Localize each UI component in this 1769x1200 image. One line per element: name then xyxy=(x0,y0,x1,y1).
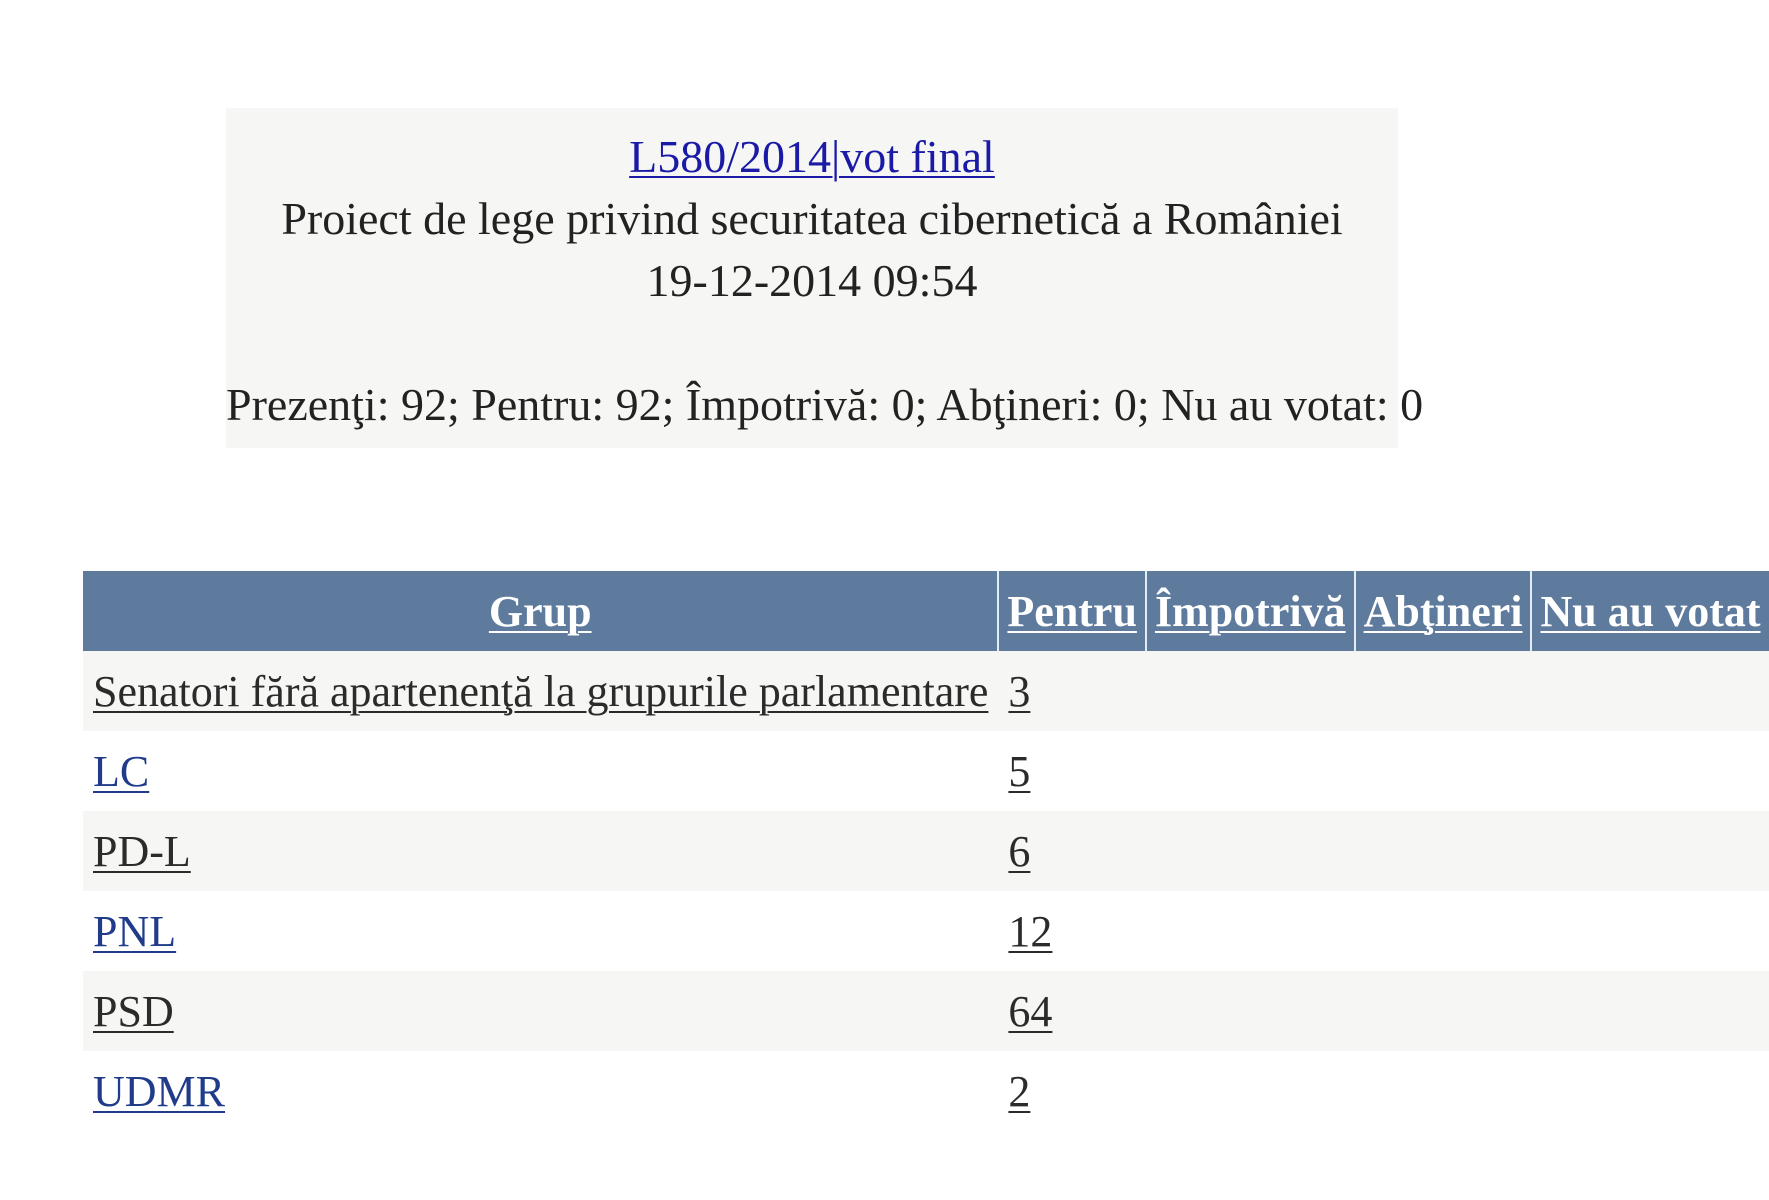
nu-au-votat-cell xyxy=(1531,1051,1768,1131)
header-nu-au-votat-label[interactable]: Nu au votat xyxy=(1540,586,1761,636)
pentru-count-link[interactable]: 5 xyxy=(1008,746,1031,796)
pentru-count-link[interactable]: 12 xyxy=(1008,906,1053,956)
abtineri-cell xyxy=(1355,651,1532,731)
nu-au-votat-cell xyxy=(1531,891,1768,971)
header-pentru[interactable] xyxy=(998,571,1146,651)
group-cell xyxy=(83,1051,998,1131)
impotriva-cell xyxy=(1146,731,1355,811)
table-header-row xyxy=(83,571,1769,651)
abtineri-cell xyxy=(1355,971,1532,1051)
abtineri-cell xyxy=(1355,891,1532,971)
pentru-cell xyxy=(998,811,1146,891)
impotriva-cell xyxy=(1146,971,1355,1051)
bill-title: Proiect de lege privind securitatea cibernetică a României xyxy=(281,193,1343,244)
pentru-count-link[interactable]: 3 xyxy=(1008,666,1031,716)
group-link[interactable]: Senatori fără apartenenţă la grupurile parlamentare xyxy=(93,666,989,716)
table-row xyxy=(83,971,1769,1051)
abtineri-cell xyxy=(1355,1051,1532,1131)
impotriva-cell xyxy=(1146,1051,1355,1131)
pentru-cell xyxy=(998,1051,1146,1131)
vote-totals: Prezenţi: 92; Pentru: 92; Împotrivă: 0; Abţineri: 0; Nu au votat: 0 xyxy=(226,379,1424,430)
table-row xyxy=(83,811,1769,891)
group-link[interactable]: UDMR xyxy=(93,1066,226,1116)
impotriva-cell xyxy=(1146,811,1355,891)
group-cell xyxy=(83,811,998,891)
group-cell xyxy=(83,651,998,731)
table-row xyxy=(83,1051,1769,1131)
pentru-count-link[interactable]: 64 xyxy=(1008,986,1053,1036)
pentru-cell xyxy=(998,651,1146,731)
summary-spacer xyxy=(226,312,1398,374)
table-row xyxy=(83,651,1769,731)
abtineri-cell xyxy=(1355,731,1532,811)
vote-summary-box xyxy=(226,108,1424,448)
table-row xyxy=(83,891,1769,971)
vote-link-line xyxy=(226,126,1398,188)
header-grup-label[interactable]: Grup xyxy=(488,586,592,636)
impotriva-cell xyxy=(1146,891,1355,971)
header-grup[interactable] xyxy=(83,571,998,651)
nu-au-votat-cell xyxy=(1531,971,1768,1051)
pentru-cell xyxy=(998,891,1146,971)
abtineri-cell xyxy=(1355,811,1532,891)
pentru-cell xyxy=(998,731,1146,811)
header-abtineri[interactable] xyxy=(1355,571,1532,651)
group-link[interactable]: LC xyxy=(93,746,150,796)
nu-au-votat-cell xyxy=(1531,731,1768,811)
group-cell xyxy=(83,971,998,1051)
impotriva-cell xyxy=(1146,651,1355,731)
group-link[interactable]: PNL xyxy=(93,906,177,956)
pentru-count-link[interactable]: 2 xyxy=(1008,1066,1031,1116)
header-nu-au-votat[interactable] xyxy=(1531,571,1768,651)
group-link[interactable]: PD-L xyxy=(93,826,191,876)
group-votes-table xyxy=(83,571,1769,1131)
pentru-count-link[interactable]: 6 xyxy=(1008,826,1031,876)
group-link[interactable]: PSD xyxy=(93,986,174,1036)
nu-au-votat-cell xyxy=(1531,651,1768,731)
nu-au-votat-cell xyxy=(1531,811,1768,891)
group-cell xyxy=(83,891,998,971)
header-impotriva[interactable] xyxy=(1146,571,1355,651)
header-impotriva-label[interactable]: Împotrivă xyxy=(1154,586,1346,636)
pentru-cell xyxy=(998,971,1146,1051)
table-row xyxy=(83,731,1769,811)
header-pentru-label[interactable]: Pentru xyxy=(1007,586,1137,636)
vote-link[interactable]: L580/2014|vot final xyxy=(629,131,995,182)
group-cell xyxy=(83,731,998,811)
vote-datetime: 19-12-2014 09:54 xyxy=(646,255,978,306)
header-abtineri-label[interactable]: Abţineri xyxy=(1363,586,1523,636)
